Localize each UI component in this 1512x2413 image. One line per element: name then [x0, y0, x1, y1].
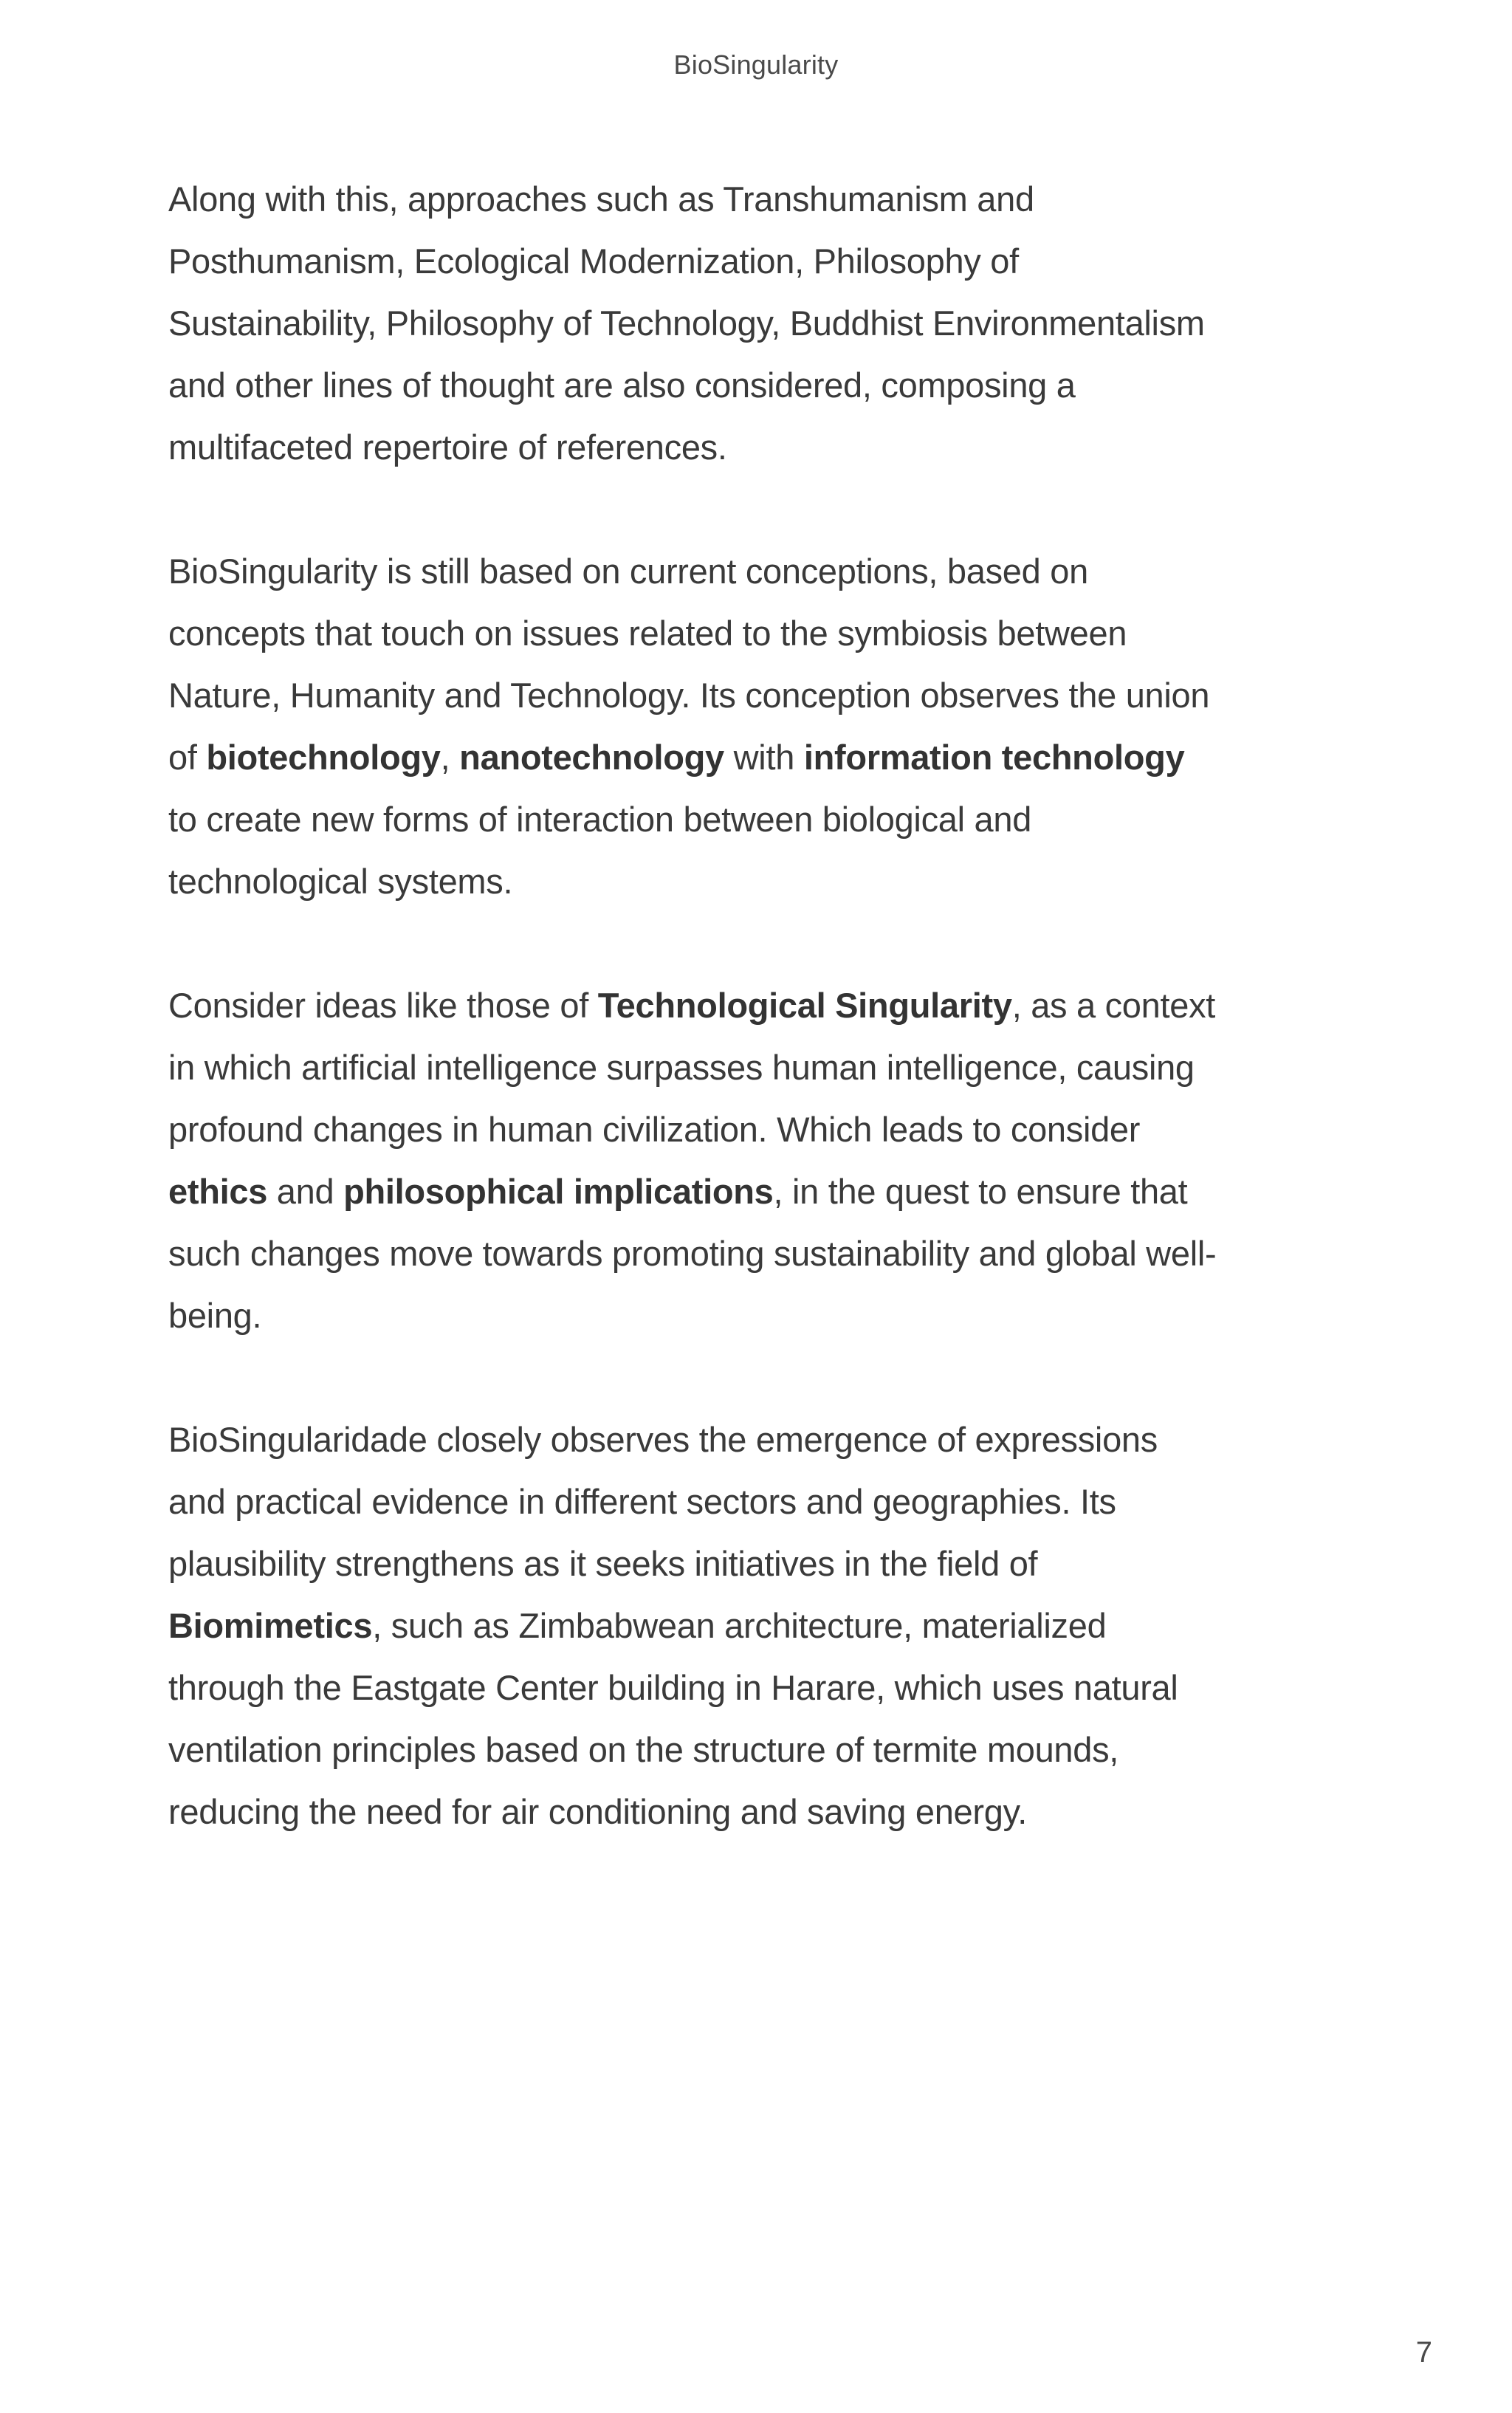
paragraph: [168, 1409, 1217, 1843]
text-run: BioSingularity is still based on current conceptions, based on concepts that touch on issues related to the symbiosis between Nature, Humanity and Technology. Its conception observes the union of: [168, 552, 1210, 777]
bold-text-run: nanotechnology: [459, 738, 724, 777]
bold-text-run: biotechnology: [206, 738, 441, 777]
text-run: ,: [440, 738, 460, 777]
paragraph: [168, 168, 1217, 478]
bold-text-run: Technological Singularity: [597, 986, 1012, 1025]
text-run: to create new forms of interaction between biological and technological systems.: [168, 800, 1032, 901]
bold-text-run: Biomimetics: [168, 1606, 373, 1645]
page-number: 7: [1415, 2336, 1432, 2369]
text-run: with: [724, 738, 804, 777]
paragraph: [168, 975, 1217, 1347]
text-run: and: [267, 1172, 344, 1211]
text-run: , as a context in which artificial intelligence surpasses human intelligence, causing profound changes in human civilization. Which leads to consider: [168, 986, 1216, 1149]
paragraph: [168, 540, 1217, 913]
running-header: BioSingularity: [673, 49, 839, 80]
body-text: [168, 168, 1217, 1843]
bold-text-run: philosophical implications: [343, 1172, 774, 1211]
text-run: , in the quest to ensure that such changes move towards promoting sustainability and global well-being.: [168, 1172, 1217, 1335]
bold-text-run: information technology: [803, 738, 1185, 777]
text-run: , such as Zimbabwean architecture, materialized through the Eastgate Center building in Harare, which uses natural ventilation principles based on the structure of termite mounds, reducing the need for air conditioning and saving energy.: [168, 1606, 1178, 1831]
text-run: Along with this, approaches such as Transhumanism and Posthumanism, Ecological Modernization, Philosophy of Sustainability, Philosophy of Technology, Buddhist Environmentalism and other lines of thought are also considered, composing a multifaceted repertoire of references.: [168, 179, 1205, 467]
text-run: Consider ideas like those of: [168, 986, 598, 1025]
text-run: BioSingularidade closely observes the emergence of expressions and practical evidence in different sectors and geographies. Its plausibility strengthens as it seeks initiatives in the field of: [168, 1420, 1158, 1583]
bold-text-run: ethics: [168, 1172, 268, 1211]
